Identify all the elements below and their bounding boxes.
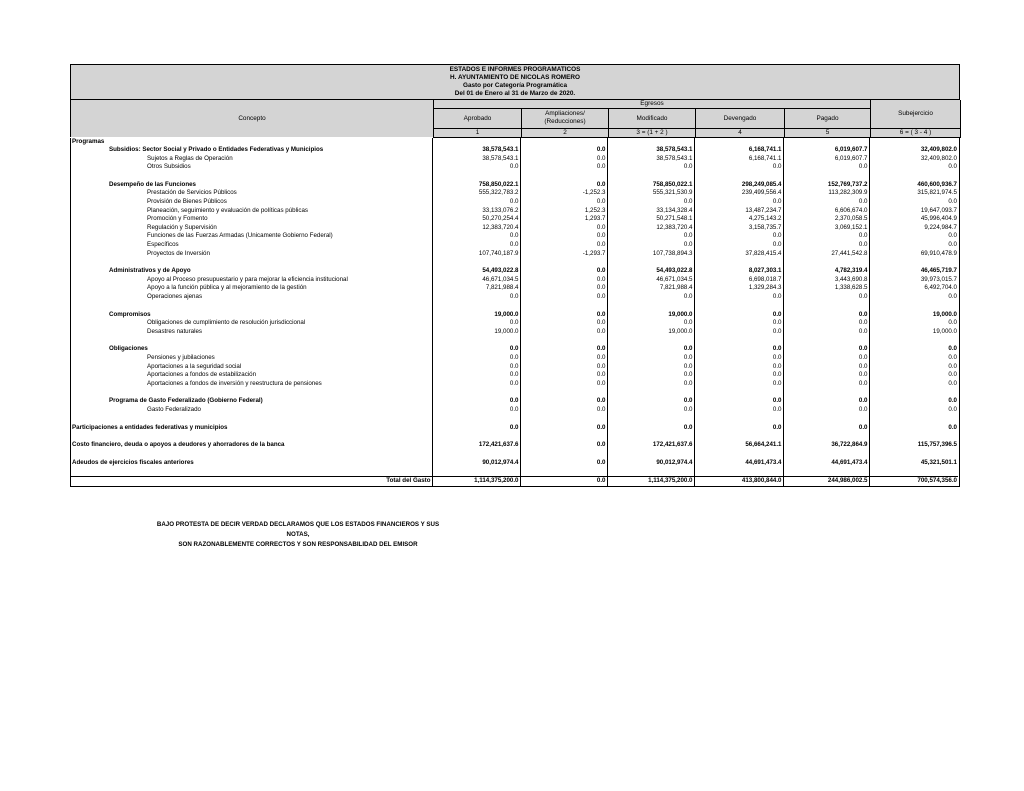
value-cell: 0.0 — [607, 232, 694, 241]
value-cell: 0.0 — [948, 423, 957, 431]
row-label: Planeación, seguimiento y evaluación de políticas públicas — [71, 207, 432, 216]
value-cell: 0.0 — [520, 397, 607, 406]
row-label: Desastres naturales — [71, 328, 432, 337]
value-cell: 0.0 — [694, 293, 783, 302]
value-cell: 0.0 — [520, 224, 607, 233]
table-row — [71, 406, 958, 415]
value-cell: 0.0 — [520, 477, 607, 486]
table-row — [71, 284, 958, 293]
value-cell: 0.0 — [520, 354, 607, 363]
report-sheet — [70, 64, 960, 487]
data-table — [71, 138, 958, 486]
table-row — [71, 215, 958, 224]
row-label: Programa de Gasto Federalizado (Gobierno Federal) — [71, 397, 432, 406]
value-cell: 3,443,690.8 — [783, 276, 869, 285]
value-cell: 0.0 — [607, 424, 694, 433]
value-cell: 0.0 — [432, 363, 520, 372]
value-cell: 0.0 — [948, 293, 957, 300]
row-label: Apoyo al Proceso presupuestario y para mejorar la eficiencia institucional — [71, 276, 432, 285]
spacer-row — [71, 467, 958, 477]
value-cell: 107,740,187.9 — [432, 250, 520, 259]
row-label: Sujetos a Reglas de Operación — [71, 155, 432, 164]
value-cell: 1,114,375,200.0 — [432, 477, 520, 486]
value-cell: 0.0 — [783, 345, 869, 354]
value-cell: 0.0 — [432, 397, 520, 406]
value-cell: 0.0 — [520, 328, 607, 337]
value-cell: 0.0 — [694, 363, 783, 372]
value-cell: 0.0 — [694, 345, 783, 354]
table-row — [71, 267, 958, 276]
value-cell: 38,578,543.1 — [607, 155, 694, 164]
table-row — [71, 224, 958, 233]
value-cell: 54,493,022.8 — [607, 267, 694, 276]
row-label: Aportaciones a fondos de inversión y reestructura de pensiones — [71, 380, 432, 389]
value-cell: 0.0 — [783, 328, 869, 337]
value-cell: 1,114,375,200.0 — [607, 477, 694, 486]
value-cell: 0.0 — [432, 406, 520, 415]
table-row — [71, 138, 958, 147]
value-cell: 0.0 — [520, 363, 607, 372]
value-cell: -1,252.3 — [520, 189, 607, 198]
value-cell: 0.0 — [783, 311, 869, 320]
value-cell: 19,000.0 — [607, 311, 694, 320]
value-cell: 13,487,234.7 — [694, 207, 783, 216]
value-cell: 0.0 — [520, 198, 607, 207]
value-cell: 0.0 — [607, 198, 694, 207]
value-cell: 0.0 — [520, 241, 607, 250]
ampliaciones-label: Ampliaciones/ — [545, 110, 585, 117]
value-cell: 0.0 — [520, 293, 607, 302]
value-cell: 38,578,543.1 — [432, 155, 520, 164]
value-cell: 38,578,543.1 — [607, 146, 694, 155]
col-number: 5 — [785, 128, 871, 137]
value-cell: 7,821,988.4 — [607, 284, 694, 293]
value-cell: 0.0 — [694, 406, 783, 415]
value-cell — [694, 138, 783, 147]
value-cell: 4,782,319.4 — [783, 267, 869, 276]
value-cell: 0.0 — [948, 405, 957, 413]
value-cell: 0.0 — [432, 293, 520, 302]
value-cell: 0.0 — [694, 328, 783, 337]
value-cell: 555,322,783.2 — [432, 189, 520, 198]
value-cell: 6,019,607.7 — [783, 146, 869, 155]
row-label: Participaciones a entidades federativas y municipios — [71, 424, 432, 433]
row-label: Proyectos de Inversión — [71, 250, 432, 259]
row-label: Programas — [71, 138, 432, 147]
value-cell: 460,600,936.7 — [917, 180, 957, 188]
value-cell: 0.0 — [783, 354, 869, 363]
value-cell: 0.0 — [694, 424, 783, 433]
table-row — [71, 181, 958, 190]
modificado-header: Modificado — [609, 108, 696, 128]
row-label: Aportaciones a la seguridad social — [71, 363, 432, 372]
devengado-header: Devengado — [696, 108, 785, 128]
value-cell: 19,000.0 — [607, 328, 694, 337]
row-label: Específicos — [71, 241, 432, 250]
value-cell: 0.0 — [607, 380, 694, 389]
value-cell: 90,012,974.4 — [607, 459, 694, 468]
value-cell: 0.0 — [694, 380, 783, 389]
value-cell: 0.0 — [520, 146, 607, 155]
table-row — [71, 441, 958, 450]
egresos-header: Egresos — [434, 100, 871, 108]
row-label: Funciones de las Fuerzas Armadas (Únicamente Gobierno Federal) — [71, 232, 432, 241]
spacer-row — [71, 432, 958, 441]
value-cell — [607, 138, 694, 147]
value-cell: 46,671,034.5 — [432, 276, 520, 285]
value-cell: 0.0 — [607, 397, 694, 406]
value-cell: 0.0 — [948, 371, 957, 379]
value-cell: 0.0 — [520, 441, 607, 450]
value-cell: 0.0 — [694, 241, 783, 250]
value-cell: 0.0 — [520, 319, 607, 328]
value-cell: 0.0 — [520, 380, 607, 389]
table-row — [71, 163, 958, 172]
subejercicio-header: Subejercicio — [871, 100, 961, 128]
value-cell: 19,000.0 — [432, 328, 520, 337]
value-cell: 0.0 — [783, 241, 869, 250]
spacer-row — [71, 172, 958, 181]
value-cell — [869, 138, 958, 147]
value-cell: 315,821,974.5 — [917, 189, 957, 197]
value-cell: 0.0 — [432, 424, 520, 433]
value-cell: 0.0 — [948, 232, 957, 240]
value-cell: 0.0 — [432, 241, 520, 250]
value-cell: 12,383,720.4 — [607, 224, 694, 233]
total-label: Total del Gasto — [71, 477, 432, 486]
col-number: 2 — [522, 128, 609, 137]
table-row — [71, 354, 958, 363]
reducciones-label: (Reducciones) — [544, 118, 586, 125]
value-cell: 0.0 — [607, 406, 694, 415]
value-cell: 0.0 — [694, 354, 783, 363]
value-cell: 19,000.0 — [932, 327, 957, 335]
value-cell: 56,664,241.1 — [694, 441, 783, 450]
spacer-row — [71, 258, 958, 267]
value-cell: 0.0 — [520, 181, 607, 190]
value-cell: 0.0 — [520, 267, 607, 276]
spacer-row — [71, 302, 958, 311]
value-cell: 298,249,085.4 — [694, 181, 783, 190]
value-cell: 555,321,530.9 — [607, 189, 694, 198]
table-row — [71, 380, 958, 389]
value-cell: 0.0 — [783, 163, 869, 172]
value-cell: 6,168,741.1 — [694, 146, 783, 155]
report-title: ESTADOS E INFORMES PROGRAMATICOS — [449, 66, 581, 73]
table-row — [71, 345, 958, 354]
value-cell: 172,421,637.6 — [432, 441, 520, 450]
aprobado-header: Aprobado — [434, 108, 522, 128]
table-row — [71, 328, 958, 337]
total-row — [71, 477, 958, 486]
footer-line-2: SON RAZONABLEMENTE CORRECTOS Y SON RESPONSABILIDAD DEL EMISOR — [178, 541, 418, 548]
row-label: Apoyo a la función pública y al mejoramiento de la gestión — [71, 284, 432, 293]
value-cell: 115,757,396.5 — [917, 441, 957, 449]
table-row — [71, 189, 958, 198]
value-cell: 44,691,473.4 — [783, 459, 869, 468]
value-cell: 0.0 — [694, 371, 783, 380]
table-row — [71, 207, 958, 216]
value-cell: 0.0 — [432, 319, 520, 328]
value-cell: 0.0 — [607, 371, 694, 380]
value-cell: 19,647,093.7 — [920, 206, 957, 214]
value-cell: 9,224,984.7 — [924, 223, 957, 231]
table-row — [71, 155, 958, 164]
table-row — [71, 276, 958, 285]
value-cell: 0.0 — [694, 198, 783, 207]
value-cell: 0.0 — [432, 371, 520, 380]
value-cell: 0.0 — [948, 319, 957, 327]
row-label: Obligaciones de cumplimiento de resolución jurisdiccional — [71, 319, 432, 328]
table-row — [71, 424, 958, 433]
value-cell: 0.0 — [607, 345, 694, 354]
table-row — [71, 319, 958, 328]
row-label: Desempeño de las Funciones — [71, 181, 432, 190]
table-row — [71, 363, 958, 372]
value-cell: 0.0 — [948, 353, 957, 361]
table-row — [71, 293, 958, 302]
table-row — [71, 311, 958, 320]
pagado-header: Pagado — [785, 108, 871, 128]
value-cell — [783, 138, 869, 147]
value-cell: 113,282,309.9 — [783, 189, 869, 198]
value-cell: 0.0 — [520, 163, 607, 172]
value-cell: 152,769,737.2 — [783, 181, 869, 190]
row-label: Subsidios: Sector Social y Privado o Entidades Federativas y Municipios — [71, 146, 432, 155]
table-row — [71, 232, 958, 241]
value-cell: 239,499,556.4 — [694, 189, 783, 198]
value-cell: 0.0 — [607, 163, 694, 172]
value-cell: 0.0 — [783, 406, 869, 415]
row-label: Operaciones ajenas — [71, 293, 432, 302]
value-cell: 0.0 — [694, 397, 783, 406]
value-cell: 12,383,720.4 — [432, 224, 520, 233]
value-cell: 90,012,974.4 — [432, 459, 520, 468]
table-row — [71, 241, 958, 250]
value-cell: 6,698,018.7 — [694, 276, 783, 285]
value-cell: 0.0 — [520, 284, 607, 293]
row-label: Prestación de Servicios Públicos — [71, 189, 432, 198]
value-cell: 7,821,988.4 — [432, 284, 520, 293]
value-cell: 69,910,478.9 — [920, 249, 957, 257]
col-number: 4 — [696, 128, 785, 137]
value-cell: 0.0 — [783, 397, 869, 406]
value-cell: 0.0 — [783, 424, 869, 433]
value-cell: 0.0 — [520, 459, 607, 468]
col-number: 3 = (1 + 2 ) — [609, 128, 696, 137]
value-cell: 758,850,022.1 — [607, 181, 694, 190]
value-cell: 0.0 — [607, 293, 694, 302]
row-label: Regulación y Supervisión — [71, 224, 432, 233]
value-cell: 19,000.0 — [932, 310, 957, 318]
value-cell: 0.0 — [432, 198, 520, 207]
value-cell: 3,158,735.7 — [694, 224, 783, 233]
value-cell: 1,252.3 — [520, 207, 607, 216]
value-cell: 44,691,473.4 — [694, 459, 783, 468]
row-label: Gasto Federalizado — [71, 406, 432, 415]
value-cell: 3,069,152.1 — [783, 224, 869, 233]
value-cell: 0.0 — [520, 232, 607, 241]
value-cell: 37,828,415.4 — [694, 250, 783, 259]
row-label: Administrativos y de Apoyo — [71, 267, 432, 276]
value-cell: 0.0 — [783, 371, 869, 380]
value-cell: 0.0 — [520, 424, 607, 433]
value-cell: 0.0 — [520, 155, 607, 164]
value-cell: 758,850,022.1 — [432, 181, 520, 190]
footer-declaration — [148, 520, 448, 550]
table-body — [70, 138, 960, 487]
row-label: Provisión de Bienes Públicos — [71, 198, 432, 207]
report-period: Del 01 de Enero al 31 de Marzo de 2020. — [454, 90, 576, 98]
row-label: Pensiones y jubilaciones — [71, 354, 432, 363]
value-cell: 0.0 — [607, 363, 694, 372]
value-cell: 46,671,034.5 — [607, 276, 694, 285]
value-cell: 6,168,741.1 — [694, 155, 783, 164]
value-cell: 0.0 — [520, 311, 607, 320]
value-cell: 0.0 — [783, 198, 869, 207]
value-cell: 413,800,844.0 — [694, 477, 783, 486]
value-cell: 50,271,548.1 — [607, 215, 694, 224]
value-cell: 0.0 — [783, 380, 869, 389]
value-cell: 0.0 — [948, 163, 957, 171]
value-cell: 4,275,143.2 — [694, 215, 783, 224]
value-cell: 0.0 — [520, 371, 607, 380]
value-cell: 2,370,058.5 — [783, 215, 869, 224]
value-cell: 0.0 — [520, 345, 607, 354]
value-cell: 0.0 — [948, 362, 957, 370]
row-label: Promoción y Fomento — [71, 215, 432, 224]
value-cell: 0.0 — [432, 354, 520, 363]
value-cell: 33,133,076.2 — [432, 207, 520, 216]
value-cell: 19,000.0 — [432, 311, 520, 320]
value-cell: 27,441,542.8 — [783, 250, 869, 259]
spacer-row — [71, 415, 958, 424]
spacer-row — [71, 336, 958, 345]
value-cell: 0.0 — [432, 380, 520, 389]
value-cell: 0.0 — [948, 379, 957, 387]
value-cell: 0.0 — [948, 241, 957, 249]
col-number: 1 — [434, 128, 522, 137]
concepto-header: Concepto — [71, 100, 434, 137]
table-row — [71, 146, 958, 155]
row-label: Otros Subsidios — [71, 163, 432, 172]
report-subtitle: Gasto por Categoría Programática — [462, 82, 568, 90]
spacer-row — [71, 450, 958, 459]
value-cell: 0.0 — [694, 319, 783, 328]
value-cell: 0.0 — [520, 406, 607, 415]
footer-line-1: BAJO PROTESTA DE DECIR VERDAD DECLARAMOS QUE LOS ESTADOS FINANCIEROS Y SUS NOTAS, — [156, 521, 440, 538]
value-cell: 0.0 — [607, 354, 694, 363]
value-cell: 0.0 — [432, 345, 520, 354]
value-cell: 0.0 — [432, 232, 520, 241]
value-cell: 6,019,607.7 — [783, 155, 869, 164]
ampliaciones-header — [522, 108, 609, 128]
value-cell: 0.0 — [783, 293, 869, 302]
value-cell: 0.0 — [948, 397, 957, 405]
value-cell: 107,738,894.3 — [607, 250, 694, 259]
value-cell: 45,996,404.9 — [920, 215, 957, 223]
value-cell: 32,409,802.0 — [920, 154, 957, 162]
value-cell: 33,134,328.4 — [607, 207, 694, 216]
row-label: Obligaciones — [71, 345, 432, 354]
value-cell: 39,973,015.7 — [920, 275, 957, 283]
value-cell: 0.0 — [948, 198, 957, 206]
value-cell: 38,578,543.1 — [432, 146, 520, 155]
value-cell: 54,493,022.8 — [432, 267, 520, 276]
table-row — [71, 250, 958, 259]
value-cell: 0.0 — [783, 363, 869, 372]
value-cell: 0.0 — [694, 163, 783, 172]
row-label: Costo financiero, deuda o apoyos a deudores y ahorradores de la banca — [71, 441, 432, 450]
value-cell: 0.0 — [783, 232, 869, 241]
value-cell — [432, 138, 520, 147]
col-number: 6 = ( 3 - 4 ) — [871, 128, 961, 137]
value-cell: 50,270,254.4 — [432, 215, 520, 224]
value-cell: 45,321,501.1 — [920, 458, 957, 466]
value-cell: 0.0 — [694, 311, 783, 320]
value-cell: 0.0 — [607, 319, 694, 328]
value-cell: 700,574,356.0 — [869, 477, 958, 486]
row-label: Aportaciones a fondos de estabilización — [71, 371, 432, 380]
value-cell: 8,027,303.1 — [694, 267, 783, 276]
value-cell: 0.0 — [432, 163, 520, 172]
report-header — [70, 64, 960, 100]
table-row — [71, 198, 958, 207]
value-cell: 1,329,284.3 — [694, 284, 783, 293]
value-cell: 0.0 — [783, 319, 869, 328]
column-header — [70, 100, 961, 138]
table-row — [71, 371, 958, 380]
row-label: Compromisos — [71, 311, 432, 320]
value-cell: 36,722,864.9 — [783, 441, 869, 450]
table-row — [71, 397, 958, 406]
value-cell: 0.0 — [520, 276, 607, 285]
value-cell: -1,293.7 — [520, 250, 607, 259]
entity-name: H. AYUNTAMIENTO DE NICOLAS ROMERO — [450, 74, 580, 82]
spacer-row — [71, 388, 958, 397]
value-cell: 32,409,802.0 — [920, 146, 957, 154]
value-cell: 0.0 — [694, 232, 783, 241]
value-cell: 0.0 — [948, 345, 957, 353]
value-cell: 6,606,674.0 — [783, 207, 869, 216]
value-cell: 1,338,628.5 — [783, 284, 869, 293]
value-cell — [520, 138, 607, 147]
value-cell: 172,421,637.6 — [607, 441, 694, 450]
value-cell: 0.0 — [607, 241, 694, 250]
value-cell: 46,465,719.7 — [920, 267, 957, 275]
value-cell: 1,293.7 — [520, 215, 607, 224]
table-row — [71, 459, 958, 468]
value-cell: 244,986,002.5 — [783, 477, 869, 486]
row-label: Adeudos de ejercicios fiscales anteriores — [71, 459, 432, 468]
value-cell: 6,492,704.0 — [924, 284, 957, 292]
